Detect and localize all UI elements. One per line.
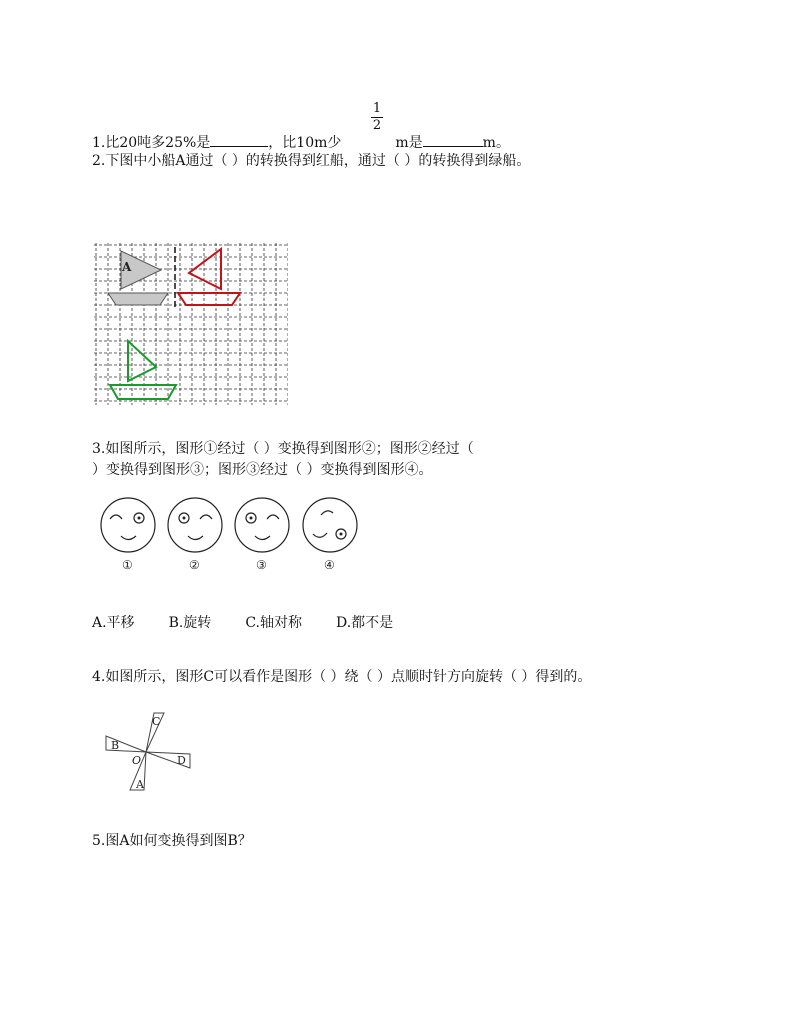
answer-blank-1[interactable] (210, 132, 268, 147)
face-4-label: ④ (324, 558, 335, 572)
boat-grid-figure (94, 243, 288, 405)
label-b: B (111, 739, 120, 752)
label-c: C (152, 715, 161, 728)
faces-figure (96, 495, 366, 577)
choice-b[interactable]: B.旋转 (168, 615, 212, 631)
face-4 (303, 498, 357, 572)
face-3 (235, 498, 289, 572)
label-d: D (177, 754, 186, 767)
question-1 (92, 132, 510, 152)
q1-part1: 1.比20吨多25%是 (92, 135, 211, 151)
question-3-line-1: 3.如图所示，图形①经过（ ）变换得到图形②；图形②经过（ (92, 441, 474, 457)
label-o: O (132, 754, 142, 767)
choice-d: D.都不是 (335, 615, 394, 631)
choice-c[interactable]: C.轴对称 (245, 615, 302, 631)
question-3-line-2: ）变换得到图形③；图形③经过（ ）变换得到图形④。 (92, 462, 433, 478)
fraction-denominator: 2 (372, 118, 382, 133)
answer-blank-2[interactable] (423, 132, 483, 147)
question-4: 4.如图所示，图形C可以看作是图形（ ）绕（ ）点顺时针方向旋转（ ）得到的。 (92, 669, 592, 685)
label-a: A (136, 778, 144, 791)
choice-a[interactable]: A.平移 (92, 615, 135, 631)
red-boat-hull (178, 293, 240, 305)
green-boat-hull (110, 385, 176, 399)
face-2 (168, 498, 222, 572)
face-3-label: ③ (256, 558, 267, 572)
fraction-one-half (370, 102, 384, 133)
pinwheel-figure (94, 710, 204, 794)
question-5: 5.图A如何变换得到图B？ (92, 833, 252, 849)
q1-part3: m是 (395, 135, 423, 151)
fraction-numerator: 1 (372, 101, 382, 116)
face-2-label: ② (189, 558, 200, 572)
question-2: 2.下图中小船A通过（ ）的转换得到红船，通过（ ）的转换得到绿船。 (92, 153, 531, 169)
face-1-label: ① (122, 558, 133, 572)
q3-choices (92, 614, 393, 632)
boat-a-label: A (122, 260, 132, 274)
face-1 (101, 498, 155, 572)
q1-part2: ，比10m少 (268, 135, 342, 151)
boat-a-hull (108, 293, 168, 305)
q1-part4: m。 (482, 135, 510, 151)
